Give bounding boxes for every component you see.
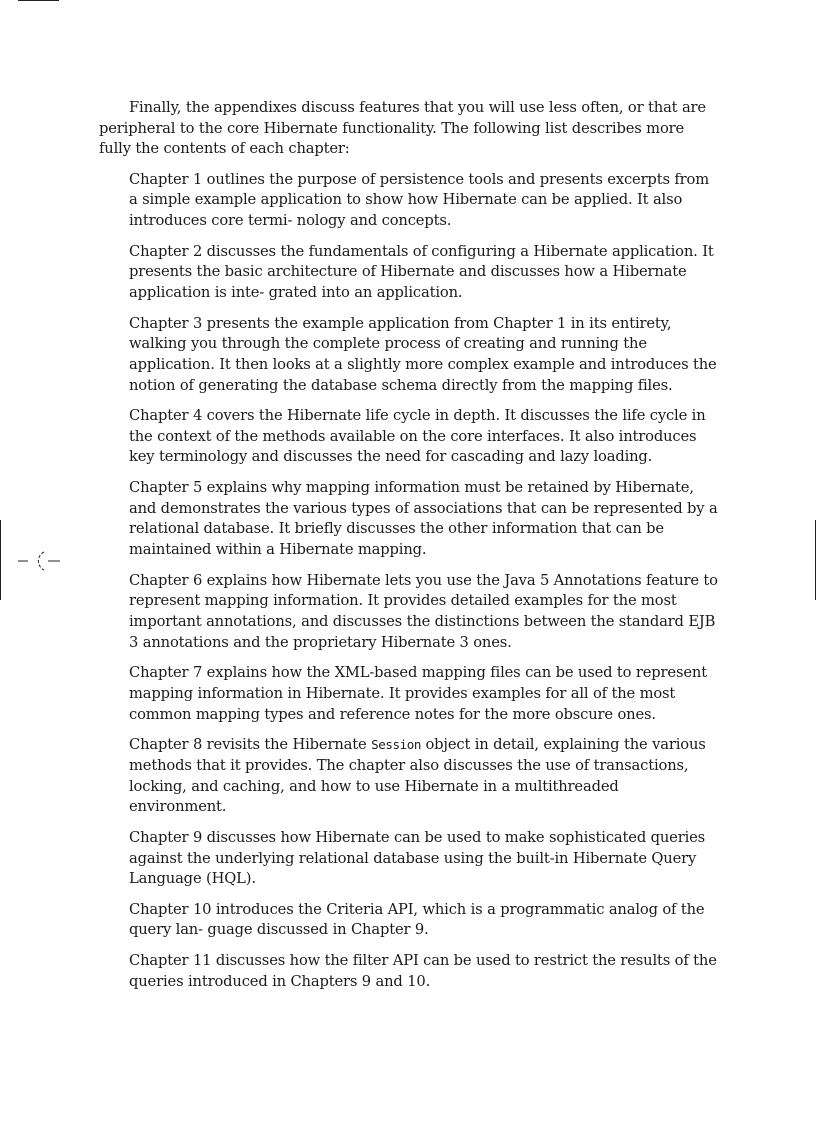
- chapter-7-description: Chapter 7 explains how the XML-based mapping files can be used to represent mapping information in Hibernate. It provides examples for all of the most common mapping types and reference notes for the more obscure ones.: [129, 664, 707, 723]
- chapter-9-description: Chapter 9 discusses how Hibernate can be used to make sophisticated queries against the underlying relational database using the built-in Hibernate Query Language (HQL).: [129, 828, 706, 888]
- crop-mark-left: [0, 520, 1, 600]
- chapter-6-description: Chapter 6 explains how Hibernate lets you use the Java 5 Annotations feature to represent mapping information. It provides detailed examples for the most important annotations, and discusses the distinctions between the standard EJB 3 annotations and the proprietary Hibernate 3 ones.: [129, 571, 718, 651]
- page-content: [99, 98, 719, 1003]
- registration-mark-icon: [18, 548, 62, 578]
- chapter-2-description: Chapter 2 discusses the fundamentals of configuring a Hibernate application. It presents the basic architecture of Hibernate and discusses how a Hibernate application is inte- grated into an application.: [129, 242, 714, 301]
- chapter-list: [99, 170, 719, 993]
- intro-paragraph: Finally, the appendixes discuss features that you will use less often, or that are peripheral to the core Hibernate functionality. The following list describes more fully the contents of each chapter:: [99, 99, 706, 158]
- chapter-5-description: Chapter 5 explains why mapping information must be retained by Hibernate, and demonstrates the various types of associations that can be represented by a relational database. It briefly discusses the other information that can be maintained within a Hibernate mapping.: [129, 479, 718, 559]
- crop-mark-top: [18, 0, 59, 1]
- session-code: Session: [371, 737, 421, 753]
- chapter-3-description: Chapter 3 presents the example application from Chapter 1 in its entirety, walking you through the complete process of creating and running the application. It then looks at a slightly more complex example and introduces the notion of generating the database schema directly from the mapping files.: [129, 314, 717, 394]
- chapter-8-text-before: Chapter 8 revisits the Hibernate: [129, 736, 372, 754]
- chapter-8-text-after: object in detail, explaining the various methods that it provides. The chapter also discusses the use of transactions, locking, and caching, and how to use Hibernate in a multithreaded environment.: [129, 736, 706, 816]
- chapter-11-description: Chapter 11 discusses how the filter API can be used to restrict the results of the queries introduced in Chapters 9 and 10.: [129, 952, 717, 990]
- chapter-1-description: Chapter 1 outlines the purpose of persistence tools and presents excerpts from a simple example application to show how Hibernate can be applied. It also introduces core termi- nology and concepts.: [129, 170, 709, 229]
- chapter-10-description: Chapter 10 introduces the Criteria API, which is a programmatic analog of the query lan- guage discussed in Chapter 9.: [129, 900, 705, 939]
- chapter-8-description: [129, 735, 719, 817]
- chapter-4-description: Chapter 4 covers the Hibernate life cycle in depth. It discusses the life cycle in the context of the methods available on the core interfaces. It also introduces key terminology and discusses the need for cascading and lazy loading.: [129, 407, 706, 466]
